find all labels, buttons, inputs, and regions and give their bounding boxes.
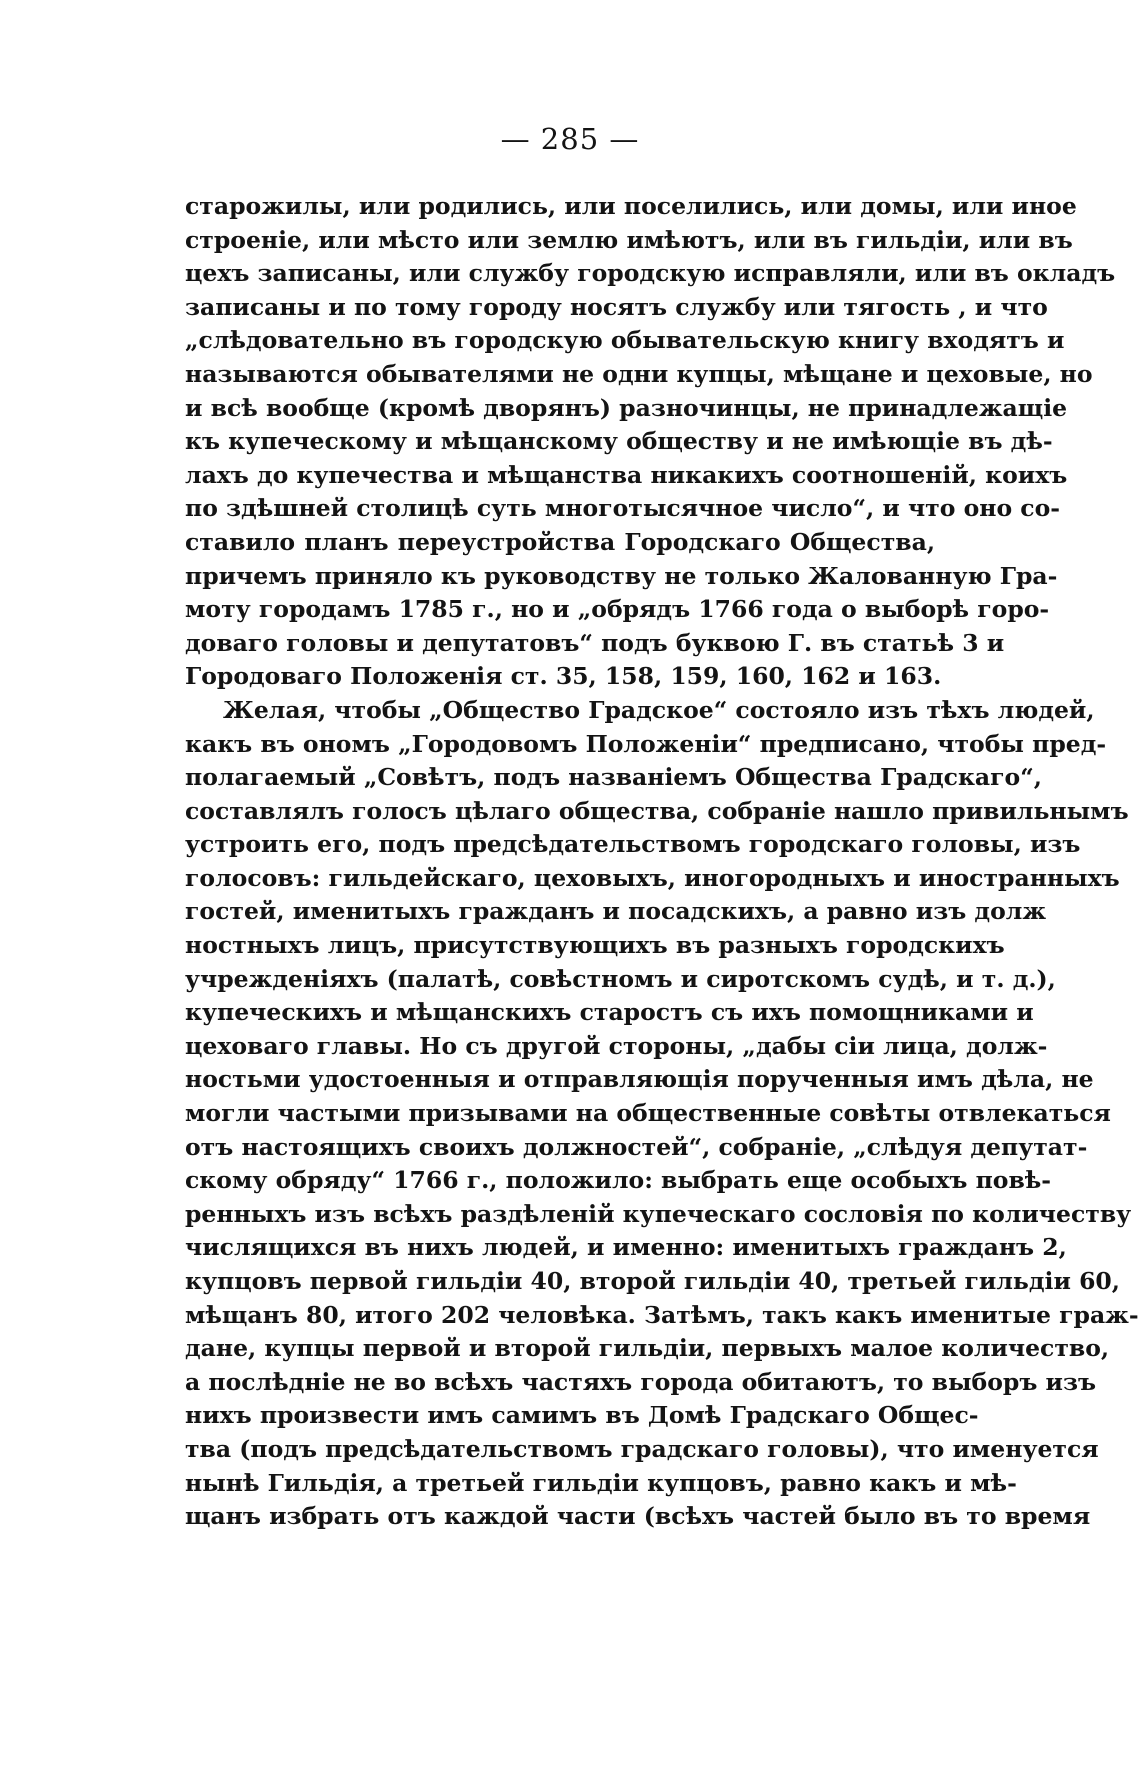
text-line: нихъ произвести имъ самимъ въ Домѣ Градскаго Общес-	[185, 1401, 979, 1430]
text-line: купцовъ первой гильдіи 40, второй гильдіи 40, третьей гильдіи 60,	[185, 1267, 1120, 1295]
text-line: доваго головы и депутатовъ“ подъ буквою Г. въ статьѣ 3 и	[185, 628, 1005, 657]
text-line: учрежденіяхъ (палатѣ, совѣстномъ и сиротскомъ судѣ, и т. д.),	[185, 964, 1056, 993]
text-line: полагаемый „Совѣтъ, подъ названіемъ Общества Градскаго“,	[185, 763, 1042, 792]
text-line: ренныхъ изъ всѣхъ раздѣленій купеческаго сословія по количеству	[185, 1199, 1132, 1228]
text-line: называются обывателями не одни купцы, мѣщане и цеховые, но	[185, 359, 1093, 388]
text-line: причемъ приняло къ руководству не только Жалованную Гра-	[185, 561, 1058, 590]
text-line: составлялъ голосъ цѣлаго общества, собраніе нашло привильнымъ	[185, 796, 1129, 825]
text-line: дане, купцы первой и второй гильдіи, первыхъ малое количество,	[185, 1334, 1110, 1363]
text-line: ставило планъ переустройства Городскаго Общества,	[185, 527, 935, 556]
text-line: голосовъ: гильдейскаго, цеховыхъ, иногородныхъ и иностранныхъ	[185, 863, 1120, 892]
text-line: мѣщанъ 80, итого 202 человѣка. Затѣмъ, такъ какъ именитые граж-	[185, 1300, 1139, 1329]
text-line: купеческихъ и мѣщанскихъ старостъ съ ихъ помощниками и	[185, 998, 1034, 1027]
text-line: строеніе, или мѣсто или землю имѣютъ, или въ гильдіи, или въ	[185, 225, 1073, 254]
text-line: гостей, именитыхъ гражданъ и посадскихъ, а равно изъ долж	[185, 897, 1047, 926]
text-line: скому обряду“ 1766 г., положило: выбрать еще особыхъ повѣ-	[185, 1166, 1052, 1195]
text-line: нынѣ Гильдія, а третьей гильдіи купцовъ, равно какъ и мѣ-	[185, 1468, 1017, 1497]
body-text	[185, 190, 1139, 1534]
text-line: цехъ записаны, или службу городскую исправляли, или въ окладъ	[185, 259, 1116, 288]
text-line: Городоваго Положенія ст. 35, 158, 159, 160, 162 и 163.	[185, 662, 942, 691]
text-line: „слѣдовательно въ городскую обывательскую книгу входятъ и	[185, 326, 1065, 355]
text-line: тва (подъ предсѣдательствомъ градскаго головы), что именуется	[185, 1434, 1099, 1463]
text-line: а послѣдніе не во всѣхъ частяхъ города обитаютъ, то выборъ изъ	[185, 1367, 1096, 1396]
text-line: моту городамъ 1785 г., но и „обрядъ 1766 года о выборѣ горо-	[185, 595, 1050, 624]
text-line: какъ въ ономъ „Городовомъ Положеніи“ предписано, чтобы пред-	[185, 729, 1107, 758]
page-number: — 285 —	[500, 122, 640, 156]
text-line: ностныхъ лицъ, присутствующихъ въ разныхъ городскихъ	[185, 931, 1005, 960]
text-line: по здѣшней столицѣ суть многотысячное число“, и что оно со-	[185, 494, 1061, 523]
text-line: могли частыми призывами на общественные совѣты отвлекаться	[185, 1099, 1111, 1128]
text-line: старожилы, или родились, или поселились, или домы, или иное	[185, 192, 1077, 220]
text-line: лахъ до купечества и мѣщанства никакихъ соотношеній, коихъ	[185, 460, 1068, 489]
text-line: записаны и по тому городу носятъ службу или тягость , и что	[185, 292, 1048, 321]
paragraph-1	[185, 190, 1116, 694]
text-line: отъ настоящихъ своихъ должностей“, собраніе, „слѣдуя депутат-	[185, 1132, 1088, 1161]
text-line: ностьми удостоенныя и отправляющія порученныя имъ дѣла, не	[185, 1065, 1094, 1094]
text-line: числящихся въ нихъ людей, и именно: именитыхъ гражданъ 2,	[185, 1233, 1067, 1262]
text-line: цеховаго главы. Но съ другой стороны, „дабы сіи лица, долж-	[185, 1031, 1048, 1060]
text-line: къ купеческому и мѣщанскому обществу и не имѣющіе въ дѣ-	[185, 427, 1053, 456]
paragraph-2	[185, 694, 1139, 1534]
text-line: Желая, чтобы „Общество Градское“ состояло изъ тѣхъ людей,	[223, 695, 1095, 724]
text-line: щанъ избрать отъ каждой части (всѣхъ частей было въ то время	[185, 1502, 1091, 1531]
text-line: и всѣ вообще (кромѣ дворянъ) разночинцы, не принадлежащіе	[185, 393, 1068, 422]
text-line: устроить его, подъ предсѣдательствомъ городскаго головы, изъ	[185, 830, 1081, 859]
